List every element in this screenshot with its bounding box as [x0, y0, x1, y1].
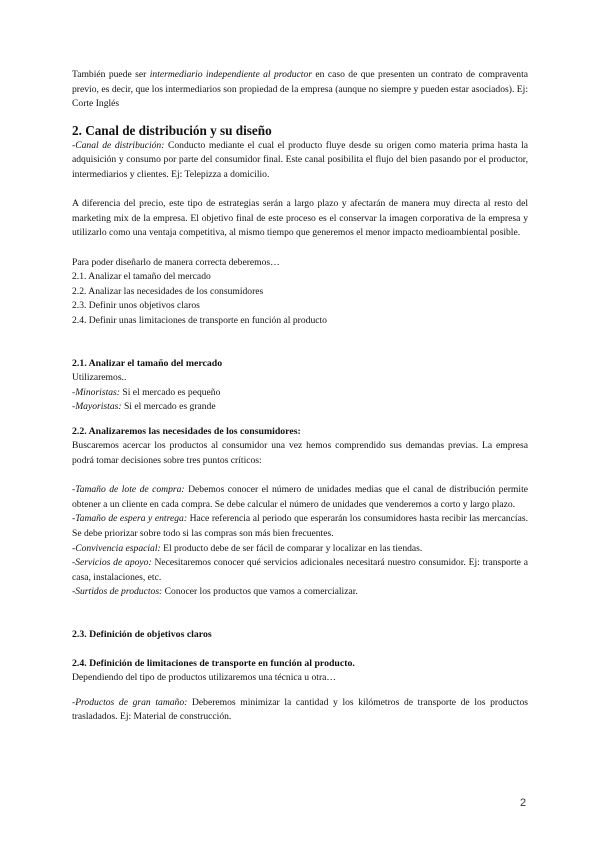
document-page: [72, 68, 528, 725]
section-2-2-intro: Buscaremos acercar los productos al consumidor una vez hemos comprendido sus demandas previas. La empresa podrá tomar decisiones sobre tres puntos críticos:: [72, 440, 528, 467]
list-item-term: -Convivencia espacial:: [72, 542, 161, 554]
list-item-term: -Servicios de apoyo:: [72, 557, 152, 569]
list-item: [72, 585, 528, 600]
list-item-term: -Surtidos de productos:: [72, 586, 163, 598]
list-item-text: Conocer los productos que vamos a comercializar.: [162, 586, 358, 598]
outline-item: 2.2. Analizar las necesidades de los consumidores: [72, 285, 264, 297]
list-item: [72, 483, 528, 512]
list-item-term: -Productos de gran tamaño:: [72, 696, 188, 708]
section-2-heading: 2. Canal de distribución y su diseño: [72, 122, 272, 138]
list-item-text: Debemos conocer el número de unidades medias que el canal de distribución permite obtener a un cliente en cada compra. Se debe calcular el número de unidades que venderemos a corto y largo plazo.: [72, 484, 528, 510]
list-item-term: -Mayoristas:: [72, 401, 122, 413]
intro-text-pre: También puede ser: [72, 69, 150, 80]
section-2-1-heading: 2.1. Analizar el tamaño del mercado: [72, 357, 223, 369]
list-item-text: El producto debe de ser fácil de comparar y localizar en las tiendas.: [160, 542, 423, 554]
outline-item: 2.1. Analizar el tamaño del mercado: [72, 271, 211, 283]
channel-definition-term: -Canal de distribución:: [72, 139, 165, 151]
channel-definition-text: Conducto mediante el cual el producto fluye desde su origen como materia prima hasta la adquisición y consumo por parte del consumidor final. Este canal posibilita el flujo del bien pasando por el productor, intermediarios y clientes. Ej: Telepizza a domicilio.: [72, 139, 528, 180]
section-2-2-heading: 2.2. Analizaremos las necesidades de los consumidores:: [72, 425, 301, 437]
list-item-text: Hace referencia al periodo que esperarán los consumidores hasta recibir las mercancías. Se debe priorizar sobre todo si las compras son más bien frecuentes.: [72, 513, 528, 540]
outline-item: 2.4. Definir unas limitaciones de transporte en función al producto: [72, 314, 327, 326]
list-item: [72, 696, 528, 725]
list-item: [72, 400, 528, 415]
section-2-1-intro: Utilizaremos..: [72, 372, 127, 384]
intro-paragraph: [72, 68, 528, 112]
channel-definition: [72, 139, 528, 183]
list-item-term: -Tamaño de espera y entrega:: [72, 513, 188, 525]
list-item-text: Si el mercado es pequeño: [119, 386, 221, 398]
outline-item: 2.3. Definir unos objetivos claros: [72, 300, 200, 312]
list-item-text: Necesitaremos conocer qué servicios adicionales necesitará nuestro consumidor. Ej: transporte a casa, instalaciones, etc.: [72, 557, 529, 583]
list-item-text: Deberemos minimizar la cantidad y los kilómetros de transporte de los productos trasladados. Ej: Material de construcción.: [72, 696, 528, 723]
strategy-paragraph: A diferencia del precio, este tipo de estrategias serán a largo plazo y afectarán de manera muy directa al resto del marketing mix de la empresa. El objetivo final de este proceso es el conservar la imagen corporativa de la empresa y utilizarlo como una ventaja competitiva, al mismo tiempo que generemos el menor impacto medioambiental posible.: [72, 198, 528, 239]
list-item: [72, 386, 528, 401]
list-item: [72, 512, 528, 541]
section-2-3-heading: 2.3. Definición de objetivos claros: [72, 629, 212, 640]
section-2-4-intro: Dependiendo del tipo de productos utilizaremos una técnica u otra…: [72, 672, 337, 684]
list-item: [72, 542, 528, 557]
section-2-4-heading: 2.4. Definición de limitaciones de transporte en función al producto.: [72, 657, 355, 669]
page-number: 2: [520, 797, 527, 809]
list-item-term: -Tamaño de lote de compra:: [72, 484, 185, 496]
intro-text-post: en caso de que presenten un contrato de compraventa previo, es decir, que los intermediarios son propiedad de la empresa (aunque no siempre y pueden estar asociados). Ej: Corte Inglés: [72, 69, 529, 110]
list-item-text: Si el mercado es grande: [121, 401, 216, 413]
list-item: [72, 556, 528, 585]
list-item-term: -Minoristas:: [72, 386, 120, 398]
design-intro: Para poder diseñarlo de manera correcta deberemos…: [72, 256, 280, 268]
intro-emphasis: intermediario independiente al productor: [149, 69, 312, 80]
